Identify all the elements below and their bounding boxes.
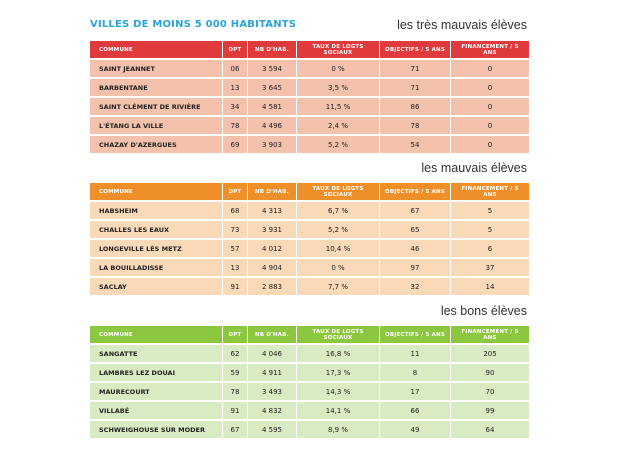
col-header-commune: COMMUNE [90, 326, 222, 343]
col-header-objectifs: OBJECTIFS / 5 ANS [380, 326, 450, 343]
table-row [90, 79, 529, 96]
table-bons-eleves [89, 324, 530, 440]
cell-financement: 0 [451, 60, 529, 77]
cell-nb-hab: 3 493 [248, 383, 296, 400]
cell-objectifs: 8 [380, 364, 450, 381]
cell-financement: 0 [451, 79, 529, 96]
table-header-row [90, 41, 529, 58]
cell-objectifs: 71 [380, 60, 450, 77]
cell-financement: 0 [451, 98, 529, 115]
cell-dpt: 13 [223, 79, 247, 96]
cell-taux: 8,9 % [297, 421, 379, 438]
cell-dpt: 67 [223, 421, 247, 438]
table-row [90, 136, 529, 153]
cell-taux: 16,8 % [297, 345, 379, 362]
cell-dpt: 73 [223, 221, 247, 238]
cell-commune: LAMBRES LEZ DOUAI [90, 364, 222, 381]
cell-objectifs: 11 [380, 345, 450, 362]
table-row [90, 345, 529, 362]
table-row [90, 240, 529, 257]
cell-nb-hab: 4 581 [248, 98, 296, 115]
cell-dpt: 62 [223, 345, 247, 362]
col-header-taux: TAUX DE LOGTS SOCIAUX [297, 326, 379, 343]
cell-commune: SCHWEIGHOUSE SUR MODER [90, 421, 222, 438]
section-title-mauvais: les mauvais élèves [421, 161, 527, 175]
col-header-dpt: DPT [223, 326, 247, 343]
cell-nb-hab: 4 012 [248, 240, 296, 257]
table-row [90, 421, 529, 438]
cell-commune: BARBENTANE [90, 79, 222, 96]
col-header-commune: COMMUNE [90, 41, 222, 58]
cell-taux: 11,5 % [297, 98, 379, 115]
table-row [90, 402, 529, 419]
cell-taux: 3,5 % [297, 79, 379, 96]
cell-objectifs: 65 [380, 221, 450, 238]
cell-objectifs: 66 [380, 402, 450, 419]
cell-commune: LONGEVILLE LÈS METZ [90, 240, 222, 257]
table-row [90, 383, 529, 400]
col-header-financement: FINANCEMENT / 5 ANS [451, 41, 529, 58]
cell-dpt: 59 [223, 364, 247, 381]
table-row [90, 202, 529, 219]
col-header-nb-hab: NB D'HAB. [248, 183, 296, 200]
col-header-nb-hab: NB D'HAB. [248, 41, 296, 58]
cell-commune: VILLABÉ [90, 402, 222, 419]
cell-dpt: 91 [223, 402, 247, 419]
table-mauvais-eleves [89, 181, 530, 297]
cell-financement: 5 [451, 202, 529, 219]
page-title: VILLES DE MOINS 5 000 HABITANTS [90, 19, 297, 30]
cell-commune: LA BOUILLADISSE [90, 259, 222, 276]
cell-nb-hab: 3 903 [248, 136, 296, 153]
cell-dpt: 06 [223, 60, 247, 77]
cell-taux: 6,7 % [297, 202, 379, 219]
cell-taux: 17,3 % [297, 364, 379, 381]
cell-objectifs: 46 [380, 240, 450, 257]
cell-nb-hab: 4 496 [248, 117, 296, 134]
cell-commune: HABSHEIM [90, 202, 222, 219]
cell-taux: 0 % [297, 60, 379, 77]
cell-dpt: 13 [223, 259, 247, 276]
cell-financement: 37 [451, 259, 529, 276]
cell-commune: SAINT JEANNET [90, 60, 222, 77]
col-header-taux: TAUX DE LOGTS SOCIAUX [297, 183, 379, 200]
cell-objectifs: 71 [380, 79, 450, 96]
cell-nb-hab: 4 313 [248, 202, 296, 219]
table-row [90, 259, 529, 276]
col-header-objectifs: OBJECTIFS / 5 ANS [380, 183, 450, 200]
col-header-taux: TAUX DE LOGTS SOCIAUX [297, 41, 379, 58]
cell-financement: 99 [451, 402, 529, 419]
cell-taux: 14,1 % [297, 402, 379, 419]
cell-nb-hab: 3 594 [248, 60, 296, 77]
cell-financement: 0 [451, 136, 529, 153]
section-title-tres-mauvais: les très mauvais élèves [397, 18, 527, 32]
cell-financement: 6 [451, 240, 529, 257]
cell-financement: 205 [451, 345, 529, 362]
table-row [90, 98, 529, 115]
col-header-commune: COMMUNE [90, 183, 222, 200]
cell-commune: SAINT CLÉMENT DE RIVIÈRE [90, 98, 222, 115]
cell-nb-hab: 3 931 [248, 221, 296, 238]
cell-commune: SACLAY [90, 278, 222, 295]
cell-taux: 10,4 % [297, 240, 379, 257]
cell-objectifs: 49 [380, 421, 450, 438]
cell-nb-hab: 4 904 [248, 259, 296, 276]
cell-nb-hab: 4 595 [248, 421, 296, 438]
cell-nb-hab: 4 911 [248, 364, 296, 381]
cell-objectifs: 78 [380, 117, 450, 134]
cell-objectifs: 97 [380, 259, 450, 276]
cell-financement: 0 [451, 117, 529, 134]
cell-commune: SANGATTE [90, 345, 222, 362]
cell-commune: L'ÉTANG LA VILLE [90, 117, 222, 134]
cell-nb-hab: 4 046 [248, 345, 296, 362]
section-title-bons: les bons élèves [440, 304, 527, 318]
cell-nb-hab: 4 832 [248, 402, 296, 419]
table-header-row [90, 183, 529, 200]
cell-objectifs: 32 [380, 278, 450, 295]
cell-dpt: 34 [223, 98, 247, 115]
cell-financement: 90 [451, 364, 529, 381]
cell-taux: 2,4 % [297, 117, 379, 134]
cell-dpt: 78 [223, 383, 247, 400]
cell-taux: 7,7 % [297, 278, 379, 295]
cell-taux: 5,2 % [297, 136, 379, 153]
cell-dpt: 57 [223, 240, 247, 257]
table-row [90, 117, 529, 134]
table-row [90, 364, 529, 381]
cell-objectifs: 86 [380, 98, 450, 115]
cell-financement: 14 [451, 278, 529, 295]
col-header-dpt: DPT [223, 41, 247, 58]
col-header-financement: FINANCEMENT / 5 ANS [451, 183, 529, 200]
cell-objectifs: 67 [380, 202, 450, 219]
cell-objectifs: 54 [380, 136, 450, 153]
table-row [90, 60, 529, 77]
col-header-financement: FINANCEMENT / 5 ANS [451, 326, 529, 343]
col-header-dpt: DPT [223, 183, 247, 200]
table-header-row [90, 326, 529, 343]
cell-dpt: 68 [223, 202, 247, 219]
cell-taux: 0 % [297, 259, 379, 276]
col-header-objectifs: OBJECTIFS / 5 ANS [380, 41, 450, 58]
cell-commune: CHAZAY D'AZERGUES [90, 136, 222, 153]
col-header-nb-hab: NB D'HAB. [248, 326, 296, 343]
cell-objectifs: 17 [380, 383, 450, 400]
cell-nb-hab: 2 883 [248, 278, 296, 295]
cell-financement: 64 [451, 421, 529, 438]
cell-taux: 5,2 % [297, 221, 379, 238]
cell-dpt: 69 [223, 136, 247, 153]
cell-financement: 70 [451, 383, 529, 400]
table-tres-mauvais-eleves [89, 39, 530, 155]
table-row [90, 221, 529, 238]
cell-commune: MAURECOURT [90, 383, 222, 400]
table-row [90, 278, 529, 295]
cell-nb-hab: 3 645 [248, 79, 296, 96]
cell-dpt: 91 [223, 278, 247, 295]
cell-commune: CHALLES LES EAUX [90, 221, 222, 238]
cell-dpt: 78 [223, 117, 247, 134]
cell-financement: 5 [451, 221, 529, 238]
cell-taux: 14,3 % [297, 383, 379, 400]
